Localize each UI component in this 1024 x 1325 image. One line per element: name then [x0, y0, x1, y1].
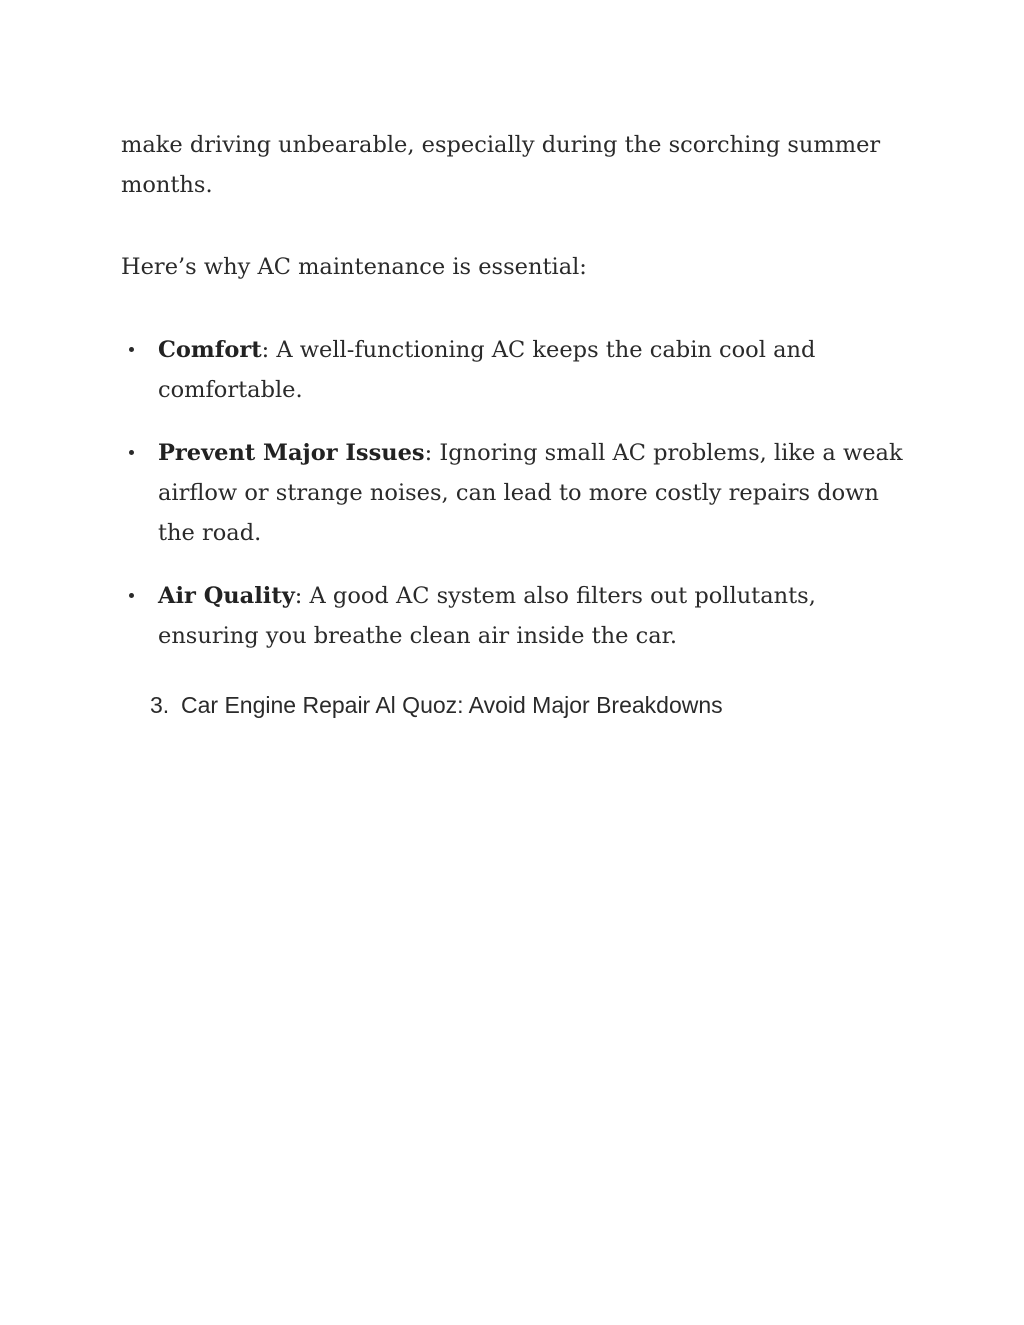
bullet-icon	[129, 450, 134, 455]
section-heading	[150, 688, 723, 722]
intro-paragraph: make driving unbearable, especially during the scorching summer months.	[121, 132, 881, 198]
benefits-list	[121, 330, 911, 656]
list-item-text: : Ignoring small AC problems, like a weak airflow or strange noises, can lead to more costly repairs down the road.	[158, 440, 903, 546]
bullet-icon	[129, 593, 134, 598]
article-body	[121, 125, 911, 679]
section-title: Car Engine Repair Al Quoz: Avoid Major Breakdowns	[181, 692, 723, 718]
list-item	[121, 330, 911, 410]
list-item-text: : A good AC system also filters out pollutants, ensuring you breathe clean air inside the car.	[158, 583, 816, 649]
lead-paragraph: Here’s why AC maintenance is essential:	[121, 254, 587, 280]
section-number: 3.	[150, 692, 170, 718]
list-item	[121, 433, 911, 553]
list-item-term: Air Quality	[158, 583, 295, 609]
list-item-term: Prevent Major Issues	[158, 440, 425, 466]
list-item	[121, 576, 911, 656]
list-item-text: : A well-functioning AC keeps the cabin cool and comfortable.	[158, 337, 816, 403]
list-item-term: Comfort	[158, 337, 262, 363]
bullet-icon	[129, 347, 134, 352]
